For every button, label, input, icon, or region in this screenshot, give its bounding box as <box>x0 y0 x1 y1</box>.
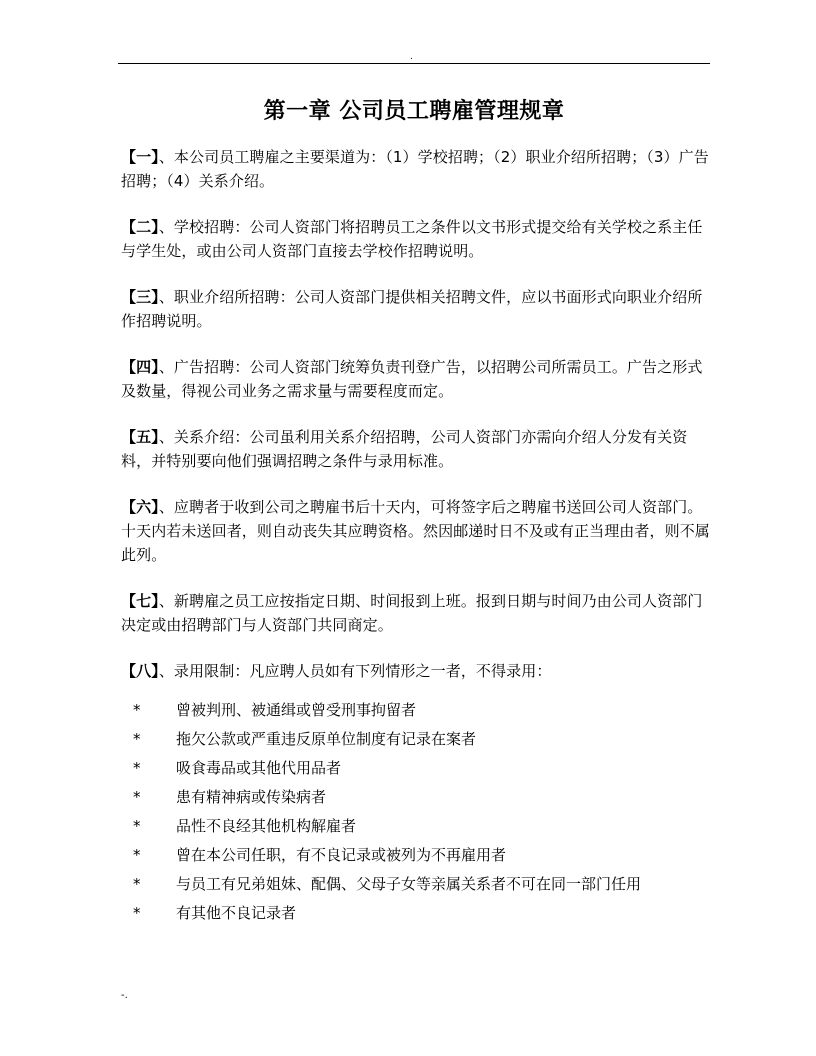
bullet-marker: * <box>133 817 141 835</box>
clause-label: 【三】 <box>121 288 159 306</box>
clause-label: 【一】 <box>121 148 159 166</box>
clause-8 <box>121 659 711 683</box>
clause-5 <box>121 425 711 473</box>
restriction-item <box>121 754 711 783</box>
bullet-marker: * <box>133 759 141 777</box>
clause-label: 【四】 <box>121 358 159 376</box>
bullet-marker: * <box>133 730 141 748</box>
header-mark: . <box>410 52 413 62</box>
clause-text: 、职业介绍所招聘：公司人资部门提供相关招聘文件，应以书面形式向职业介绍所作招聘说明。 <box>121 288 703 330</box>
clause-label: 【二】 <box>121 218 159 236</box>
restriction-text: 品性不良经其他机构解雇者 <box>176 817 357 835</box>
clause-text: 、学校招聘：公司人资部门将招聘员工之条件以文书形式提交给有关学校之系主任与学生处，或由公司人资部门直接去学校作招聘说明。 <box>121 218 703 260</box>
clause-label: 【六】 <box>121 498 159 516</box>
restriction-text: 拖欠公款或严重违反原单位制度有记录在案者 <box>176 730 477 748</box>
restriction-text: 曾在本公司任职，有不良记录或被列为不再雇用者 <box>176 846 507 864</box>
restriction-list <box>121 696 711 928</box>
bullet-marker: * <box>133 788 141 806</box>
restriction-text: 有其他不良记录者 <box>176 904 297 922</box>
clause-text: 、应聘者于收到公司之聘雇书后十天内，可将签字后之聘雇书送回公司人资部门。十天内若未送回者，则自动丧失其应聘资格。然因邮递时日不及或有正当理由者，则不属此列。 <box>121 498 710 564</box>
restriction-item <box>121 783 711 812</box>
restriction-item <box>121 870 711 899</box>
clause-text: 、广告招聘：公司人资部门统筹负责刊登广告，以招聘公司所需员工。广告之形式及数量，得视公司业务之需求量与需要程度而定。 <box>121 358 703 400</box>
restriction-item <box>121 899 711 928</box>
clause-text: 、录用限制：凡应聘人员如有下列情形之一者，不得录用： <box>158 662 552 680</box>
clause-6 <box>121 495 711 567</box>
clause-2 <box>121 215 711 263</box>
bullet-marker: * <box>133 875 141 893</box>
restriction-text: 患有精神病或传染病者 <box>176 788 327 806</box>
restriction-text: 曾被判刑、被通缉或曾受刑事拘留者 <box>176 701 417 719</box>
clause-1 <box>121 145 711 193</box>
restriction-text: 与员工有兄弟姐妹、配偶、父母子女等亲属关系者不可在同一部门任用 <box>176 875 642 893</box>
restriction-text: 吸食毒品或其他代用品者 <box>176 759 342 777</box>
clause-text: 、关系介绍：公司虽利用关系介绍招聘，公司人资部门亦需向介绍人分发有关资料，并特别要向他们强调招聘之条件与录用标准。 <box>121 428 688 470</box>
document-title: 第一章 公司员工聘雇管理规章 <box>263 98 565 124</box>
clause-4 <box>121 355 711 403</box>
clause-label: 【七】 <box>121 592 159 610</box>
restriction-item <box>121 812 711 841</box>
clause-label: 【八】 <box>121 662 159 680</box>
restriction-item <box>121 725 711 754</box>
restriction-item <box>121 696 711 725</box>
clause-3 <box>121 285 711 333</box>
clause-7 <box>121 589 711 637</box>
clause-text: 、新聘雇之员工应按指定日期、时间报到上班。报到日期与时间乃由公司人资部门决定或由招聘部门与人资部门共同商定。 <box>121 592 703 634</box>
clause-text: 、本公司员工聘雇之主要渠道为：（1）学校招聘；（2）职业介绍所招聘；（3）广告招聘；（4）关系介绍。 <box>121 148 709 190</box>
bullet-marker: * <box>133 846 141 864</box>
footer-mark: -. <box>121 990 128 1001</box>
restriction-item <box>121 841 711 870</box>
clause-list <box>121 145 711 705</box>
header-rule <box>118 63 710 64</box>
clause-label: 【五】 <box>121 428 159 446</box>
bullet-marker: * <box>133 701 141 719</box>
bullet-marker: * <box>133 904 141 922</box>
